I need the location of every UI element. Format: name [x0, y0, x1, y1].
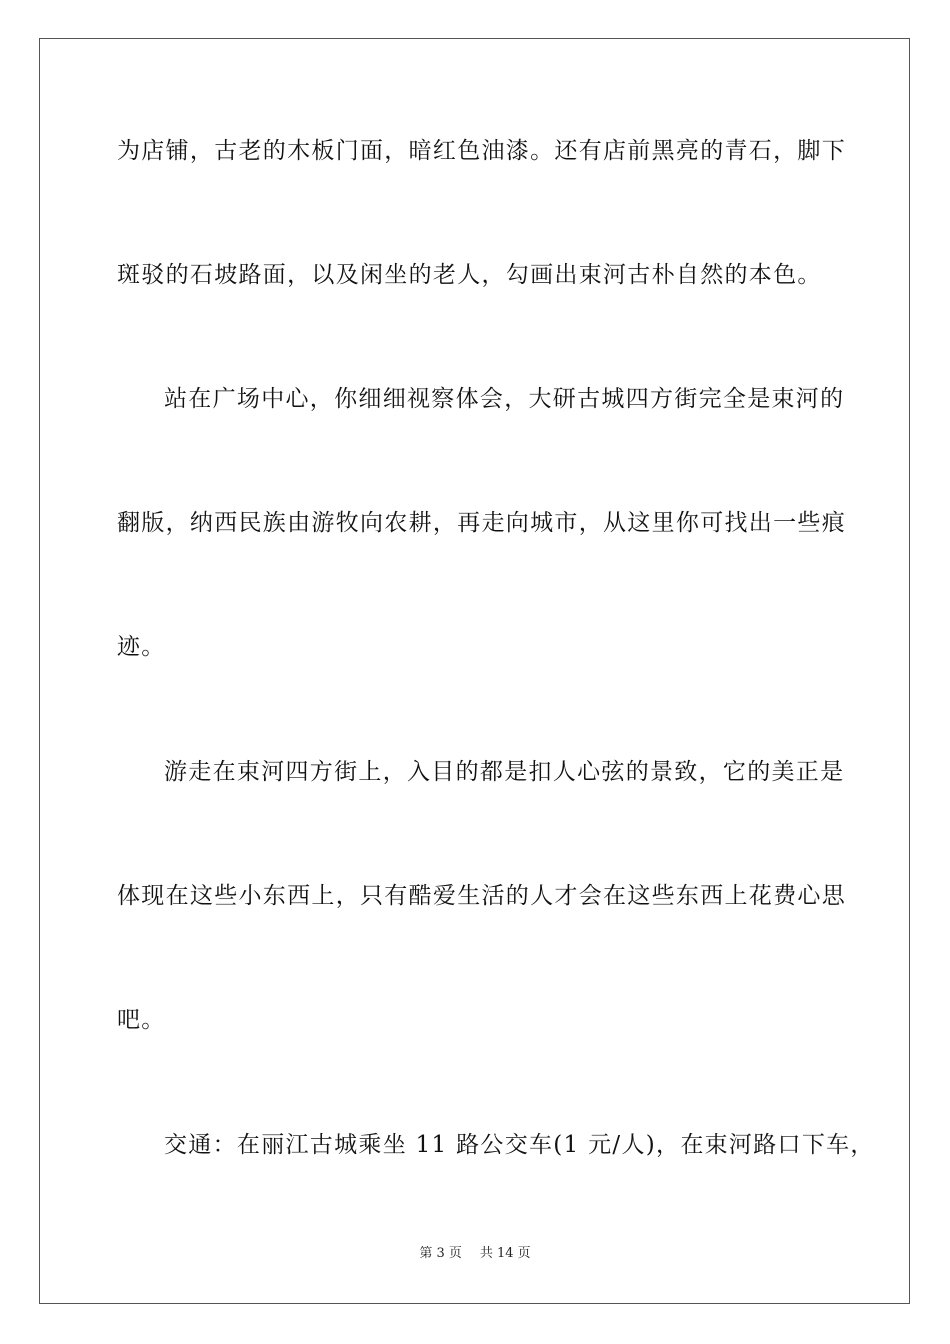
page-frame [39, 38, 910, 1304]
text-line: 迹。 [117, 634, 166, 660]
paragraph-start-line: 游走在束河四方街上，入目的都是扣人心弦的景致，它的美正是 [164, 759, 845, 785]
paragraph-start-line: 交通：在丽江古城乘坐 11 路公交车(1 元/人)，在束河路口下车， [164, 1132, 875, 1158]
paragraph-start-line: 站在广场中心，你细细视察体会，大研古城四方街完全是束河的 [164, 386, 845, 412]
current-page-number: 第 3 页 [419, 1246, 462, 1261]
text-line: 为店铺，古老的木板门面，暗红色油漆。还有店前黑亮的青石，脚下 [117, 138, 846, 164]
text-line: 斑驳的石坡路面，以及闲坐的老人，勾画出束河古朴自然的本色。 [117, 262, 822, 288]
page-footer [0, 1245, 950, 1263]
total-page-count: 共 14 页 [479, 1246, 531, 1261]
text-line: 吧。 [117, 1007, 166, 1033]
text-line: 体现在这些小东西上，只有酷爱生活的人才会在这些东西上花费心思 [117, 883, 846, 909]
text-line: 翻版，纳西民族由游牧向农耕，再走向城市，从这里你可找出一些痕 [117, 510, 846, 536]
